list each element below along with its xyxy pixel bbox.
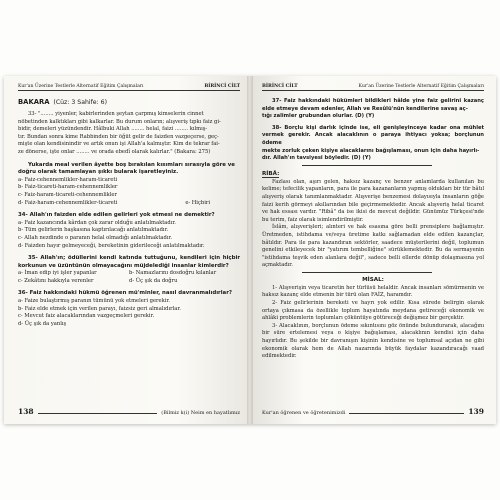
right-running-head [262, 84, 484, 91]
option-b: b- Tüm gelirlerin başkasına kaptırılacağı anlatılmaktadır. [18, 227, 169, 234]
sura-reference: (Cüz: 3 Sahife: 6) [53, 99, 108, 106]
statement-37-end: tığı zalimler grubundan olurlar. (D) (Y) [262, 113, 375, 120]
statement-38-cont: mekte zorluk çeken kişiye alacaklarını bağışlaması, onun için daha hayırlı- [262, 147, 480, 154]
book-gutter [247, 76, 253, 424]
right-running-head-title: Kur'an Üzerine Testlerle Alternatif Eğitim Çalışmaları [358, 84, 484, 89]
right-page [250, 76, 496, 424]
footer-rule [349, 413, 464, 414]
riba-paragraph: İslâm, alışverişleri; alınteri ve hak esasına göre belli prensiplere bağlamıştır. Üretmeden, istihdama ve/veya üretime katkı sağlamadan elde edilen kazançlar, bâtıldır. Para ile para kazandıran sektörler, saadece müşterilerini değil, toplumun genelini etkileyecek bir "yatırım tembelliğine" sürüklemektedir. Bu da sermayenin "istihdama teşvik eden alanlara değil", sadece belli ellerde dönüp dolaşmasına yol açmaktadır. [262, 224, 484, 269]
sura-heading [18, 98, 240, 106]
open-book-spread [4, 76, 496, 424]
misal-item: 3- Alacaklının, borçlunun ödeme sıkıntısını göz önünde bulundurarak, alacağını bir süre ertelemesi veya o kişiye bağışlaması, alacaklının kendisi için daha hayırlıdır. Bu şekilde bir davranışın kişinin kendisine ve toplumsal açıdan ne gibi ekonomik olarak hem de Allah nazarında büyük faydalar kazandıracağı vaad edilmektedir. [262, 322, 484, 360]
verse-line: tır. Bundan sonra kime Rabbinden bir öğüt gelir de faizden vazgeçerse, geç- [18, 133, 219, 140]
right-footer [262, 407, 484, 416]
option-c: c- Faiz-haram-ticareti-cehennemlikler [18, 191, 117, 198]
option-a: a- Faiz-cehennemlikler-haram-ticareti [18, 176, 118, 183]
option-b: b- Namazlarını dosdoğru kılanlar [129, 270, 217, 277]
riba-heading [262, 171, 484, 177]
statement-37: 37- Faiz hakkındaki hükümleri bildikleri hâlde yine faiz gelirini kazanç elde etmeye devam edenler, Allah ve Resûlü'nün kendilerine savaş aç- [262, 98, 484, 112]
question-fill-blanks-options [18, 177, 240, 207]
left-running-head [18, 84, 240, 91]
verse-passage [18, 111, 240, 157]
option-e: e- Hiçbiri [185, 199, 210, 206]
option-d: d- Faiz-haram-cehennemlikler-ticareti [18, 199, 118, 206]
option-c: c- Allah nezdinde o paranın helal olmadığı anlatılmaktadır. [18, 234, 173, 241]
left-footer [18, 407, 240, 416]
verse-line: 33- "........ yiyenler, kabirlerinden şeytan çarpmış kimselerin cinnet [28, 111, 204, 117]
true-false-questions [262, 98, 484, 163]
verse-line: nöbetinden kalktıkları gibi kalkarlar. Bu durum onların; alışveriş tıpkı faiz gi- [18, 118, 221, 125]
option-a: a- İman edip iyi işler yapanlar [18, 270, 97, 277]
verse-line: mişte olan kendisinindir ve artık onun işi Allah'a kalmıştır. Kim de tekrar fai- [18, 141, 220, 148]
right-footer-note: Kur'an öğrenen ve öğretenimizdi [262, 410, 346, 416]
question-35-options [18, 270, 240, 285]
option-d: d- Üç şık da doğru [129, 277, 178, 284]
verse-line: ze dönerse, işte onlar ........ ve orada ebedî olarak kalırlar." (Bakara: 275) [18, 148, 211, 155]
option-c: c- Zekâtını hakkıyla verenler [18, 277, 94, 284]
riba-title: RİBÂ: [262, 170, 280, 177]
sura-name: BAKARA [18, 98, 50, 106]
right-page-number: 139 [468, 407, 484, 416]
option-d: d- Üç şık da yanlış [18, 320, 67, 327]
misal-item: 2- Faiz gelirlerinin bereketi ve hayrı yok edilir. Kısa sürede belirgin olarak ortaya çıkmasa da özellikle toplum hayatında meydana getireceği ekonomik ve ahlâki problemlerin toplumları çöküntüye götüreceği değişmez bir gerçektir. [262, 300, 484, 322]
left-page-number: 138 [18, 407, 34, 416]
left-page [4, 76, 250, 424]
statement-38-end: dır. Allah'ın tavsiyesi böyledir. (D) (Y) [262, 155, 371, 162]
option-b: b- Faiz elde etmek için verilen parayı, faizsiz geri almalıdırlar. [18, 305, 181, 312]
question-fill-blanks: Yukarda meal verilen âyette boş bırakılan kısımları sırasıyla göre ve doğru olarak tamamlayan şıkkı bularak işaretleyiniz. [18, 161, 235, 176]
question-36: 36- Faiz hakkındaki hükmü öğrenen mü'minler, nasıl davranmalıdırlar? [18, 290, 232, 297]
section-divider [302, 272, 432, 273]
section-divider [302, 165, 432, 166]
footer-rule [38, 413, 158, 414]
left-running-head-title: Kur'an Üzerine Testlerle Alternatif Eğitim Çalışmaları [18, 84, 144, 89]
left-footer-note: (Bilmiz k(i) Neim en hayatlımız [161, 410, 240, 416]
statement-38: 38- Borçlu kişi darlık içinde ise, eli genişleyinceye kadar ona mühlet vermek gerekir. Ancak alacaklının o paraya ihtiyacı yoksa; borçlunun ödeme [262, 124, 484, 146]
option-a: a- Faize bulaştırmış paranın tümünü yok etmeleri gerekir. [18, 298, 170, 305]
question-34: 34- Allah'ın faizden elde edilen gelirleri yok etmesi ne demektir? [18, 212, 215, 219]
option-b: b- Faiz-ticareti-haram-cehennemlikler [18, 184, 118, 191]
option-a: a- Faiz kazancında kârdan çok zarar olduğu anlatılmaktadır. [18, 219, 176, 226]
left-running-head-volume: BİRİNCİ CİLT [204, 84, 240, 89]
riba-paragraph: Fazlası olan, aşırı gelen, haksız kazanç ve benzer anlamlarda kullanılan bu kelime; tefecilik yapanların, para ile para kazananların yapmış oldukları bir tür bâtıl alışveriş olarak tanımlanmaktadır. Alışverişe benzemesi dolayısıyla insanların göğe faizi kerih görmeyi akıllarından bile geçirmemektedir. Ancak alışveriş helal ticaret ve hak essası vardır. "Ribâ" da ise ikisi de mevcut değildir. Günümüz Türkçesi'nde bu terim, faiz olarak isimlendirilmiştir. [262, 178, 484, 223]
option-c: c- Mevcut faiz alacaklarından vazgeçmeleri gerekir. [18, 313, 155, 320]
option-d: d- Faizden hayır gelmeyeceği, bereketinin giderileceği anlatılmaktadır. [18, 242, 205, 249]
question-35: 35- Allah'ın; ödüllerini kendi katında tuttuğunu, kendileri için hiçbir korkunun ve üzüntünün olmayacağını müjdelediği insanlar kimlerdir? [18, 255, 240, 269]
right-running-head-volume: BİRİNCİ CİLT [262, 84, 298, 89]
misal-item: 1- Alışverişin veya ticaretin her türlüsü helaldir. Ancak insanları sömürmenin ve haksız kazanç elde etmenin bir türü olan FAİZ, haramdır. [262, 284, 484, 299]
verse-line: bidir, demeleri yüzündendir. Hâlbuki Allah ........ helal, faizi ........ kılmış- [18, 126, 208, 133]
misal-heading: MİSAL: [362, 276, 384, 283]
